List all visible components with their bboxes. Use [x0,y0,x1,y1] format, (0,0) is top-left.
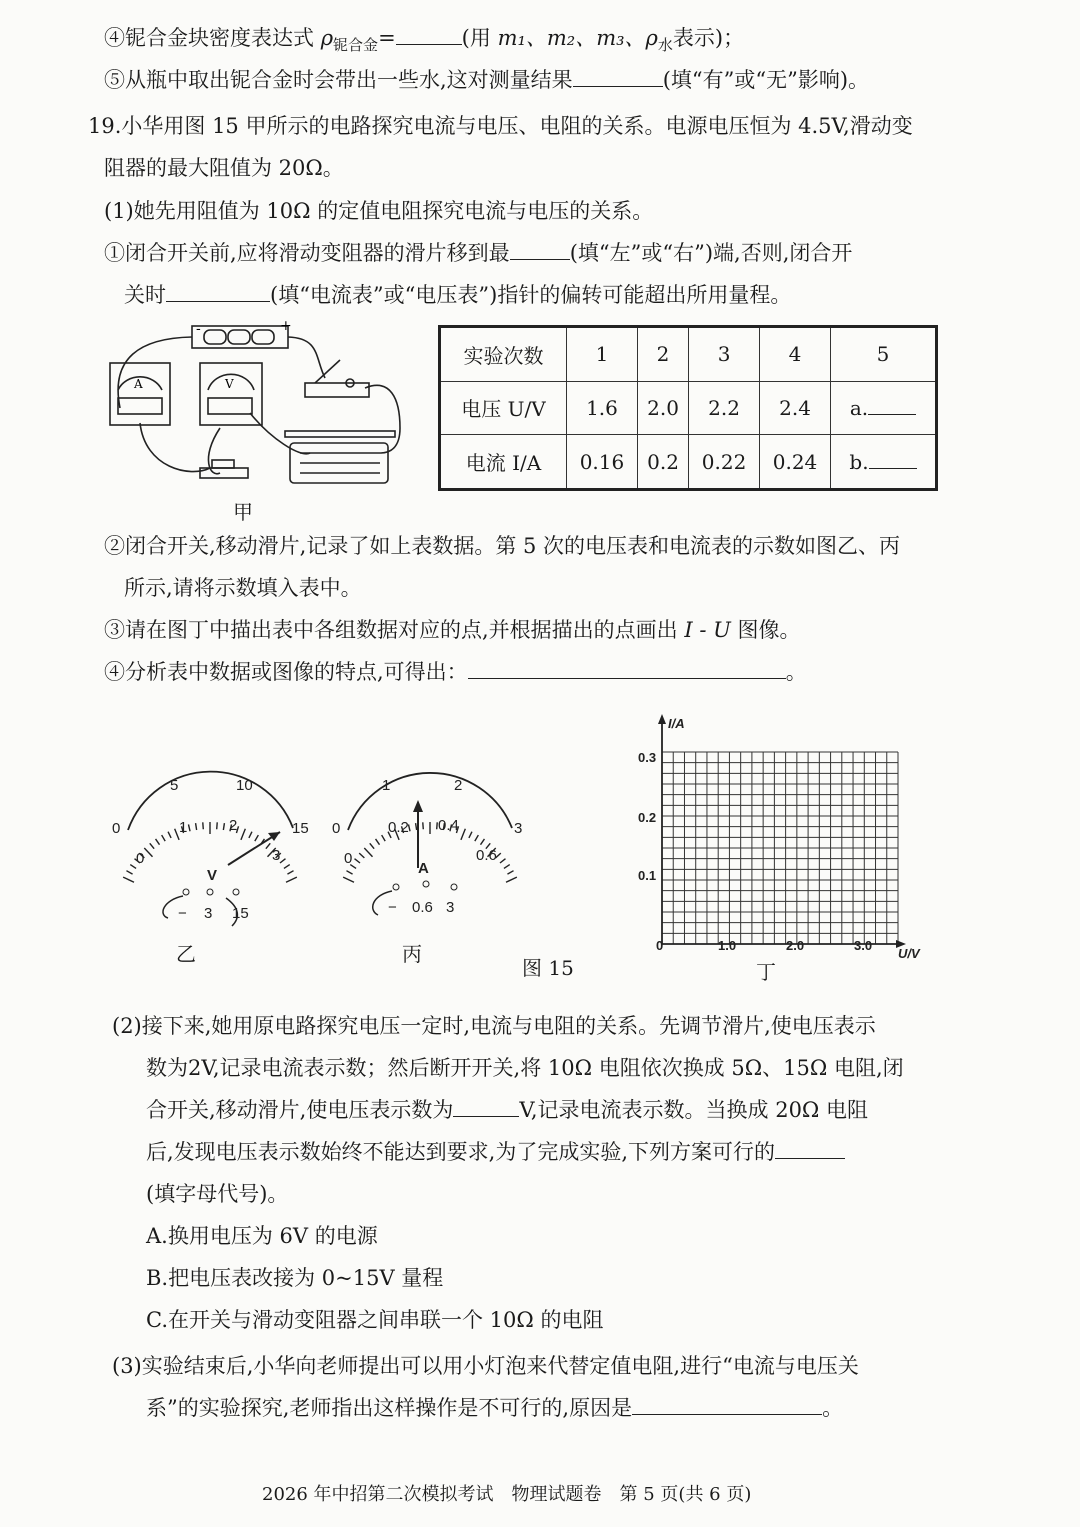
dial-tick [346,871,352,874]
table-cell: 电压 U/V [440,381,567,434]
q19-p1-item2-cont: 所示,请将示数填入表中。 [124,576,362,600]
battery-plus-label: + [280,318,292,334]
svg-text:I/A: I/A [668,716,685,731]
svg-text:V: V [207,867,218,884]
svg-text:5: 5 [170,777,179,794]
svg-text:1.0: 1.0 [718,938,737,953]
dial-tick [461,829,465,840]
q19-p1-item2: ②闭合开关,移动滑片,记录了如上表数据。第 5 次的电压表和电流表的示数如图乙、丙 [104,534,901,558]
q19-part3-line1: (3)实验结束后,小华向老师提出可以用小灯泡来代替定值电阻,进行“电流与电压关 [112,1354,859,1378]
svg-text:0.1: 0.1 [638,868,657,883]
option-b: B.把电压表改接为 0~15V 量程 [146,1266,444,1290]
fig-label-bing: 丙 [402,942,422,966]
ammeter-symbol: A [134,377,143,391]
q18-item4: ④铌合金块密度表达式 $\rho_{铌合金}=$ (用 m₁、m₂、m₃、$\rho_水$表示)； [104,26,745,55]
q19-part2-line5: (填字母代号)。 [146,1182,289,1206]
dial-tick [223,823,224,830]
i-u-graph [628,712,938,972]
svg-text:0: 0 [656,938,664,953]
svg-text:0.2: 0.2 [388,819,409,836]
svg-text:15: 15 [232,905,249,922]
dial-tick [249,832,252,838]
voltmeter-symbol: V [225,377,234,391]
svg-text:2: 2 [454,777,463,794]
dial-tick [162,835,166,841]
table-row [440,381,937,434]
dial-tick [280,859,286,863]
svg-text:1: 1 [382,777,391,794]
svg-text:−: − [388,899,397,916]
svg-text:0.6: 0.6 [412,899,433,916]
q19-part3-line2: 系”的实验探究,老师指出这样操作是不可行的,原因是 。 [146,1396,844,1420]
svg-text:3: 3 [204,905,213,922]
dial-tick [480,839,484,845]
table-cell: 电流 I/A [440,435,567,490]
q19-p1-item1-cont: 关时 (填“电流表”或“电压表”)指针的偏转可能超出所用量程。 [124,283,792,307]
table-cell: 0.2 [637,435,688,490]
voltmeter-dial [108,770,323,930]
fig-label-yi: 乙 [176,942,196,966]
svg-text:1: 1 [179,819,188,836]
svg-text:10: 10 [236,777,253,794]
q18-item5: ⑤从瓶中取出铌合金时会带出一些水,这对测量结果 (填“有”或“无”影响)。 [104,68,870,92]
battery-minus-label: - [196,321,201,337]
table-cell: 实验次数 [440,327,567,382]
dial-tick [370,843,374,848]
table-cell: 2.0 [637,381,688,434]
answer-blank[interactable] [166,283,270,302]
dial-tick [504,865,510,869]
fig-label-ding: 丁 [756,960,776,984]
svg-text:−: − [178,905,187,922]
table-cell: 2.4 [760,381,831,434]
dial-tick [287,871,293,874]
dial-tick [123,877,134,882]
table-row [440,435,937,490]
dial-tick [284,865,290,869]
q19-p1-item1: ①闭合开关前,应将滑动变阻器的滑片移到最 (填“左”或“右”)端,否则,闭合开 [104,241,853,265]
svg-text:3: 3 [514,820,523,837]
ammeter-dial [330,770,540,930]
q19-p1-item4: ④分析表中数据或图像的特点,可得出： 。 [104,660,807,684]
dial-tick [144,848,152,857]
answer-blank[interactable] [396,26,462,45]
svg-text:0: 0 [112,820,121,837]
dial-tick [500,859,506,863]
table-cell: 0.16 [567,435,638,490]
svg-text:A: A [418,860,429,877]
dial-tick [359,853,364,858]
answer-blank[interactable] [775,1140,845,1159]
dial-tick [376,839,380,845]
svg-text:U/V: U/V [898,946,920,961]
dial-tick [469,832,472,838]
table-cell: 1 [567,327,638,382]
svg-text:2.0: 2.0 [786,938,805,953]
table-cell: 2 [637,327,688,382]
q19-part2-line4: 后,发现电压表示数始终不能达到要求,为了完成实验,下列方案可行的 [146,1140,845,1165]
svg-text:0.3: 0.3 [638,750,657,765]
answer-blank[interactable] [573,68,663,87]
data-table [438,325,938,491]
q19-stem-line2: 阻器的最大阻值为 20Ω。 [104,156,344,180]
table-cell: 1.6 [567,381,638,434]
svg-text:0: 0 [136,850,145,867]
dial-tick [150,843,154,848]
dial-tick [364,848,372,857]
option-c: C.在开关与滑动变阻器之间串联一个 10Ω 的电阻 [146,1308,604,1332]
q19-part2-line2: 数为2V,记录电流表示数；然后断开开关,将 10Ω 电阻依次换成 5Ω、15Ω 电阻,闭 [146,1056,904,1080]
dial-tick [241,829,245,840]
dial-tick [343,877,354,882]
svg-text:0.2: 0.2 [638,810,657,825]
dial-tick [416,823,417,830]
dial-tick [507,871,513,874]
circuit-diagram [100,318,420,523]
dial-tick [196,823,197,830]
svg-text:3: 3 [272,847,281,864]
dial-tick [475,835,479,841]
table-row [440,327,937,382]
option-a: A.换用电压为 6V 的电源 [146,1224,378,1248]
table-cell: 0.22 [689,435,760,490]
dial-tick [286,877,297,882]
table-cell: 0.24 [760,435,831,490]
dial-tick [355,859,361,863]
svg-text:3.0: 3.0 [854,938,873,953]
svg-text:0: 0 [344,850,353,867]
table-cell: 5 [831,327,937,382]
q19-part2-line3: 合开关,移动滑片,使电压表示数为 V,记录电流表示数。当换成 20Ω 电阻 [146,1098,869,1122]
table-cell: 2.2 [689,381,760,434]
dial-tick [255,835,259,841]
table-cell-blank-b[interactable]: b. [831,435,937,490]
q19-part2-line1: (2)接下来,她用原电路探究电压一定时,电流与电阻的关系。先调节滑片,使电压表示 [112,1014,876,1038]
q19-part1: (1)她先用阻值为 10Ω 的定值电阻探究电流与电压的关系。 [104,199,654,223]
dial-tick [423,822,424,829]
svg-text:0: 0 [332,820,341,837]
fig-label-jia: 甲 [233,500,253,524]
dial-tick [168,832,171,838]
table-cell: 3 [689,327,760,382]
dial-tick [203,822,204,829]
answer-blank[interactable] [510,241,570,260]
svg-text:0.6: 0.6 [476,847,497,864]
svg-text:15: 15 [292,820,309,837]
table-cell: 4 [760,327,831,382]
page-footer: 2026 年中招第二次模拟考试 物理试题卷 第 5 页(共 6 页) [262,1484,752,1505]
answer-blank[interactable] [632,1396,822,1415]
dial-tick [156,839,160,845]
dial-tick [217,822,218,829]
q19-p1-item3: ③请在图丁中描出表中各组数据对应的点,并根据描出的点画出 I - U 图像。 [104,618,801,642]
table-cell-blank-a[interactable]: a. [831,381,937,434]
answer-blank[interactable] [468,660,786,679]
dial-tick [506,877,517,882]
svg-text:2: 2 [229,817,238,834]
dial-tick [266,843,270,848]
dial-tick [126,871,132,874]
fig-caption: 图 15 [522,956,574,980]
dial-tick [188,824,190,831]
q19-stem-line1: 19.小华用图 15 甲所示的电路探究电流与电压、电阻的关系。电源电压恒为 4.5V,滑动变 [88,114,913,138]
answer-blank[interactable] [453,1098,519,1117]
svg-text:3: 3 [446,899,455,916]
svg-text:0.4: 0.4 [438,817,459,834]
dial-tick [382,835,386,841]
